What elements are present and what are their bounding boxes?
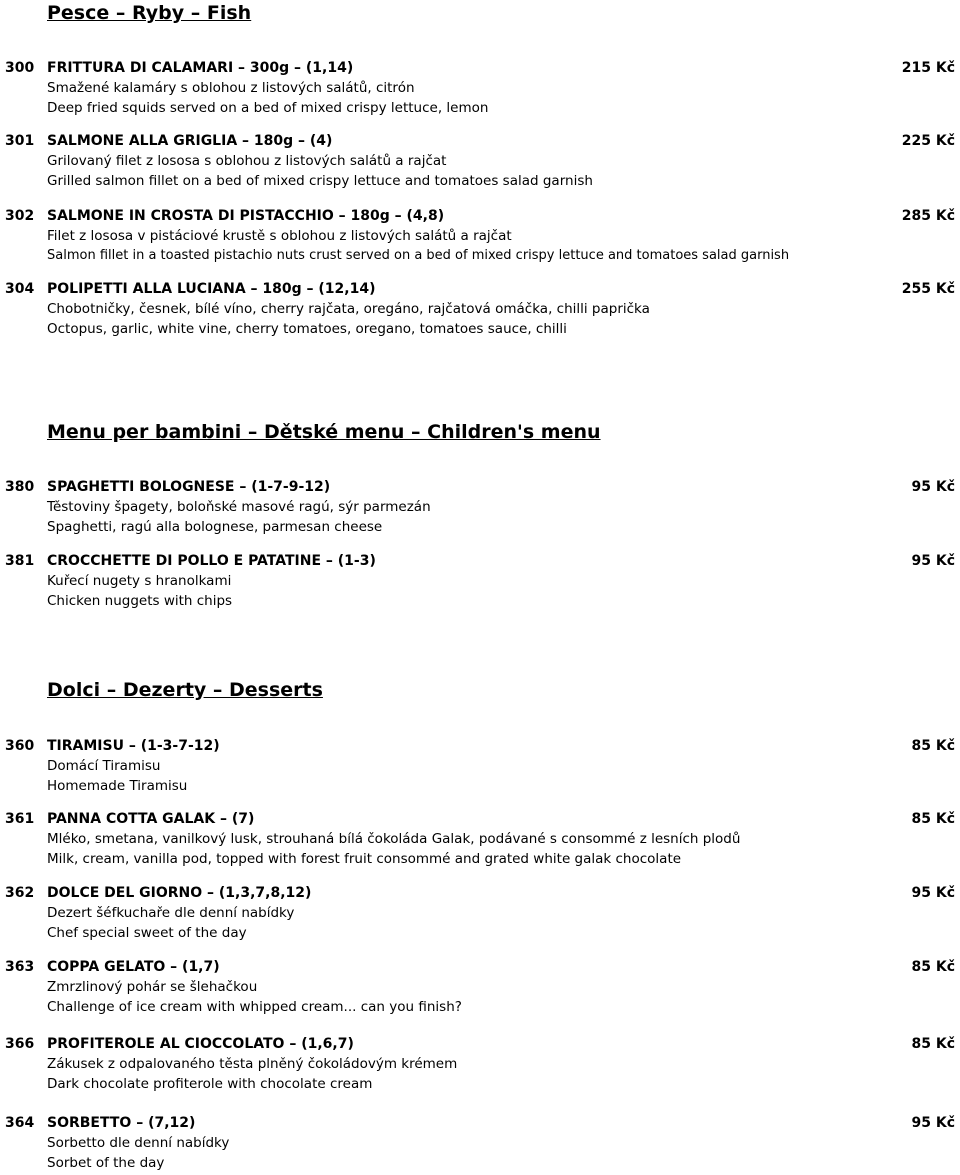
item-number: 360 [5, 738, 35, 754]
item-desc-en: Grilled salmon fillet on a bed of mixed crispy lettuce and tomatoes salad garnish [47, 173, 593, 189]
item-desc-cz: Zmrzlinový pohár se šlehačkou [47, 979, 258, 995]
item-number: 380 [5, 479, 35, 495]
item-desc-en: Chef special sweet of the day [47, 925, 247, 941]
item-desc-en: Sorbet of the day [47, 1155, 165, 1171]
item-number: 300 [5, 60, 35, 76]
item-price: 85 Kč [911, 1036, 955, 1052]
item-name: TIRAMISU – (1-3-7-12) [47, 738, 220, 754]
item-name: PROFITEROLE AL CIOCCOLATO – (1,6,7) [47, 1036, 354, 1052]
section-title-children: Menu per bambini – Dětské menu – Children's menu [47, 421, 601, 443]
item-name: SPAGHETTI BOLOGNESE – (1-7-9-12) [47, 479, 331, 495]
item-price: 95 Kč [911, 479, 955, 495]
item-desc-cz: Dezert šéfkuchaře dle denní nabídky [47, 905, 295, 921]
item-number: 362 [5, 885, 35, 901]
item-name: CROCCHETTE DI POLLO E PATATINE – (1-3) [47, 553, 376, 569]
item-price: 95 Kč [911, 885, 955, 901]
item-name: SALMONE IN CROSTA DI PISTACCHIO – 180g – (4,8) [47, 208, 445, 224]
item-price: 225 Kč [901, 133, 955, 149]
item-name: SALMONE ALLA GRIGLIA – 180g – (4) [47, 133, 333, 149]
item-price: 95 Kč [911, 553, 955, 569]
item-name: PANNA COTTA GALAK – (7) [47, 811, 255, 827]
item-desc-en: Dark chocolate profiterole with chocolate cream [47, 1076, 373, 1092]
item-desc-cz: Kuřecí nugety s hranolkami [47, 573, 232, 589]
item-desc-en: Spaghetti, ragú alla bolognese, parmesan cheese [47, 519, 383, 535]
item-desc-cz: Těstoviny špagety, boloňské masové ragú, sýr parmezán [47, 499, 431, 515]
item-price: 85 Kč [911, 811, 955, 827]
item-number: 381 [5, 553, 35, 569]
item-price: 85 Kč [911, 959, 955, 975]
item-desc-en: Salmon fillet in a toasted pistachio nuts crust served on a bed of mixed crispy lettuce and tomatoes salad garnish [47, 248, 790, 263]
item-desc-en: Homemade Tiramisu [47, 778, 188, 794]
item-desc-en: Deep fried squids served on a bed of mixed crispy lettuce, lemon [47, 100, 489, 116]
item-name: SORBETTO – (7,12) [47, 1115, 196, 1131]
item-desc-cz: Smažené kalamáry s oblohou z listových salátů, citrón [47, 80, 415, 96]
item-price: 95 Kč [911, 1115, 955, 1131]
item-desc-cz: Grilovaný filet z lososa s oblohou z listových salátů a rajčat [47, 153, 447, 169]
item-number: 363 [5, 959, 35, 975]
item-name: POLIPETTI ALLA LUCIANA – 180g – (12,14) [47, 281, 376, 297]
item-desc-en: Milk, cream, vanilla pod, topped with forest fruit consommé and grated white galak chocolate [47, 851, 682, 867]
section-title-desserts: Dolci – Dezerty – Desserts [47, 679, 323, 701]
item-number: 302 [5, 208, 35, 224]
item-desc-cz: Sorbetto dle denní nabídky [47, 1135, 230, 1151]
item-name: FRITTURA DI CALAMARI – 300g – (1,14) [47, 60, 354, 76]
item-name: DOLCE DEL GIORNO – (1,3,7,8,12) [47, 885, 312, 901]
item-desc-cz: Zákusek z odpalovaného těsta plněný čokoládovým krémem [47, 1056, 458, 1072]
item-desc-en: Octopus, garlic, white vine, cherry tomatoes, oregano, tomatoes sauce, chilli [47, 321, 567, 337]
item-name: COPPA GELATO – (1,7) [47, 959, 220, 975]
item-desc-cz: Chobotničky, česnek, bílé víno, cherry rajčata, oregáno, rajčatová omáčka, chilli paprička [47, 301, 650, 317]
item-price: 255 Kč [901, 281, 955, 297]
item-price: 85 Kč [911, 738, 955, 754]
item-number: 301 [5, 133, 35, 149]
item-desc-cz: Mléko, smetana, vanilkový lusk, strouhaná bílá čokoláda Galak, podávané s consommé z lesních plodů [47, 831, 741, 847]
item-desc-cz: Domácí Tiramisu [47, 758, 161, 774]
item-price: 285 Kč [901, 208, 955, 224]
item-number: 366 [5, 1036, 35, 1052]
item-desc-en: Chicken nuggets with chips [47, 593, 233, 609]
item-number: 364 [5, 1115, 35, 1131]
item-number: 304 [5, 281, 35, 297]
section-title-fish: Pesce – Ryby – Fish [47, 2, 252, 24]
item-desc-en: Challenge of ice cream with whipped cream... can you finish? [47, 999, 462, 1015]
item-number: 361 [5, 811, 35, 827]
item-price: 215 Kč [901, 60, 955, 76]
item-desc-cz: Filet z lososa v pistáciové krustě s oblohou z listových salátů a rajčat [47, 228, 512, 244]
